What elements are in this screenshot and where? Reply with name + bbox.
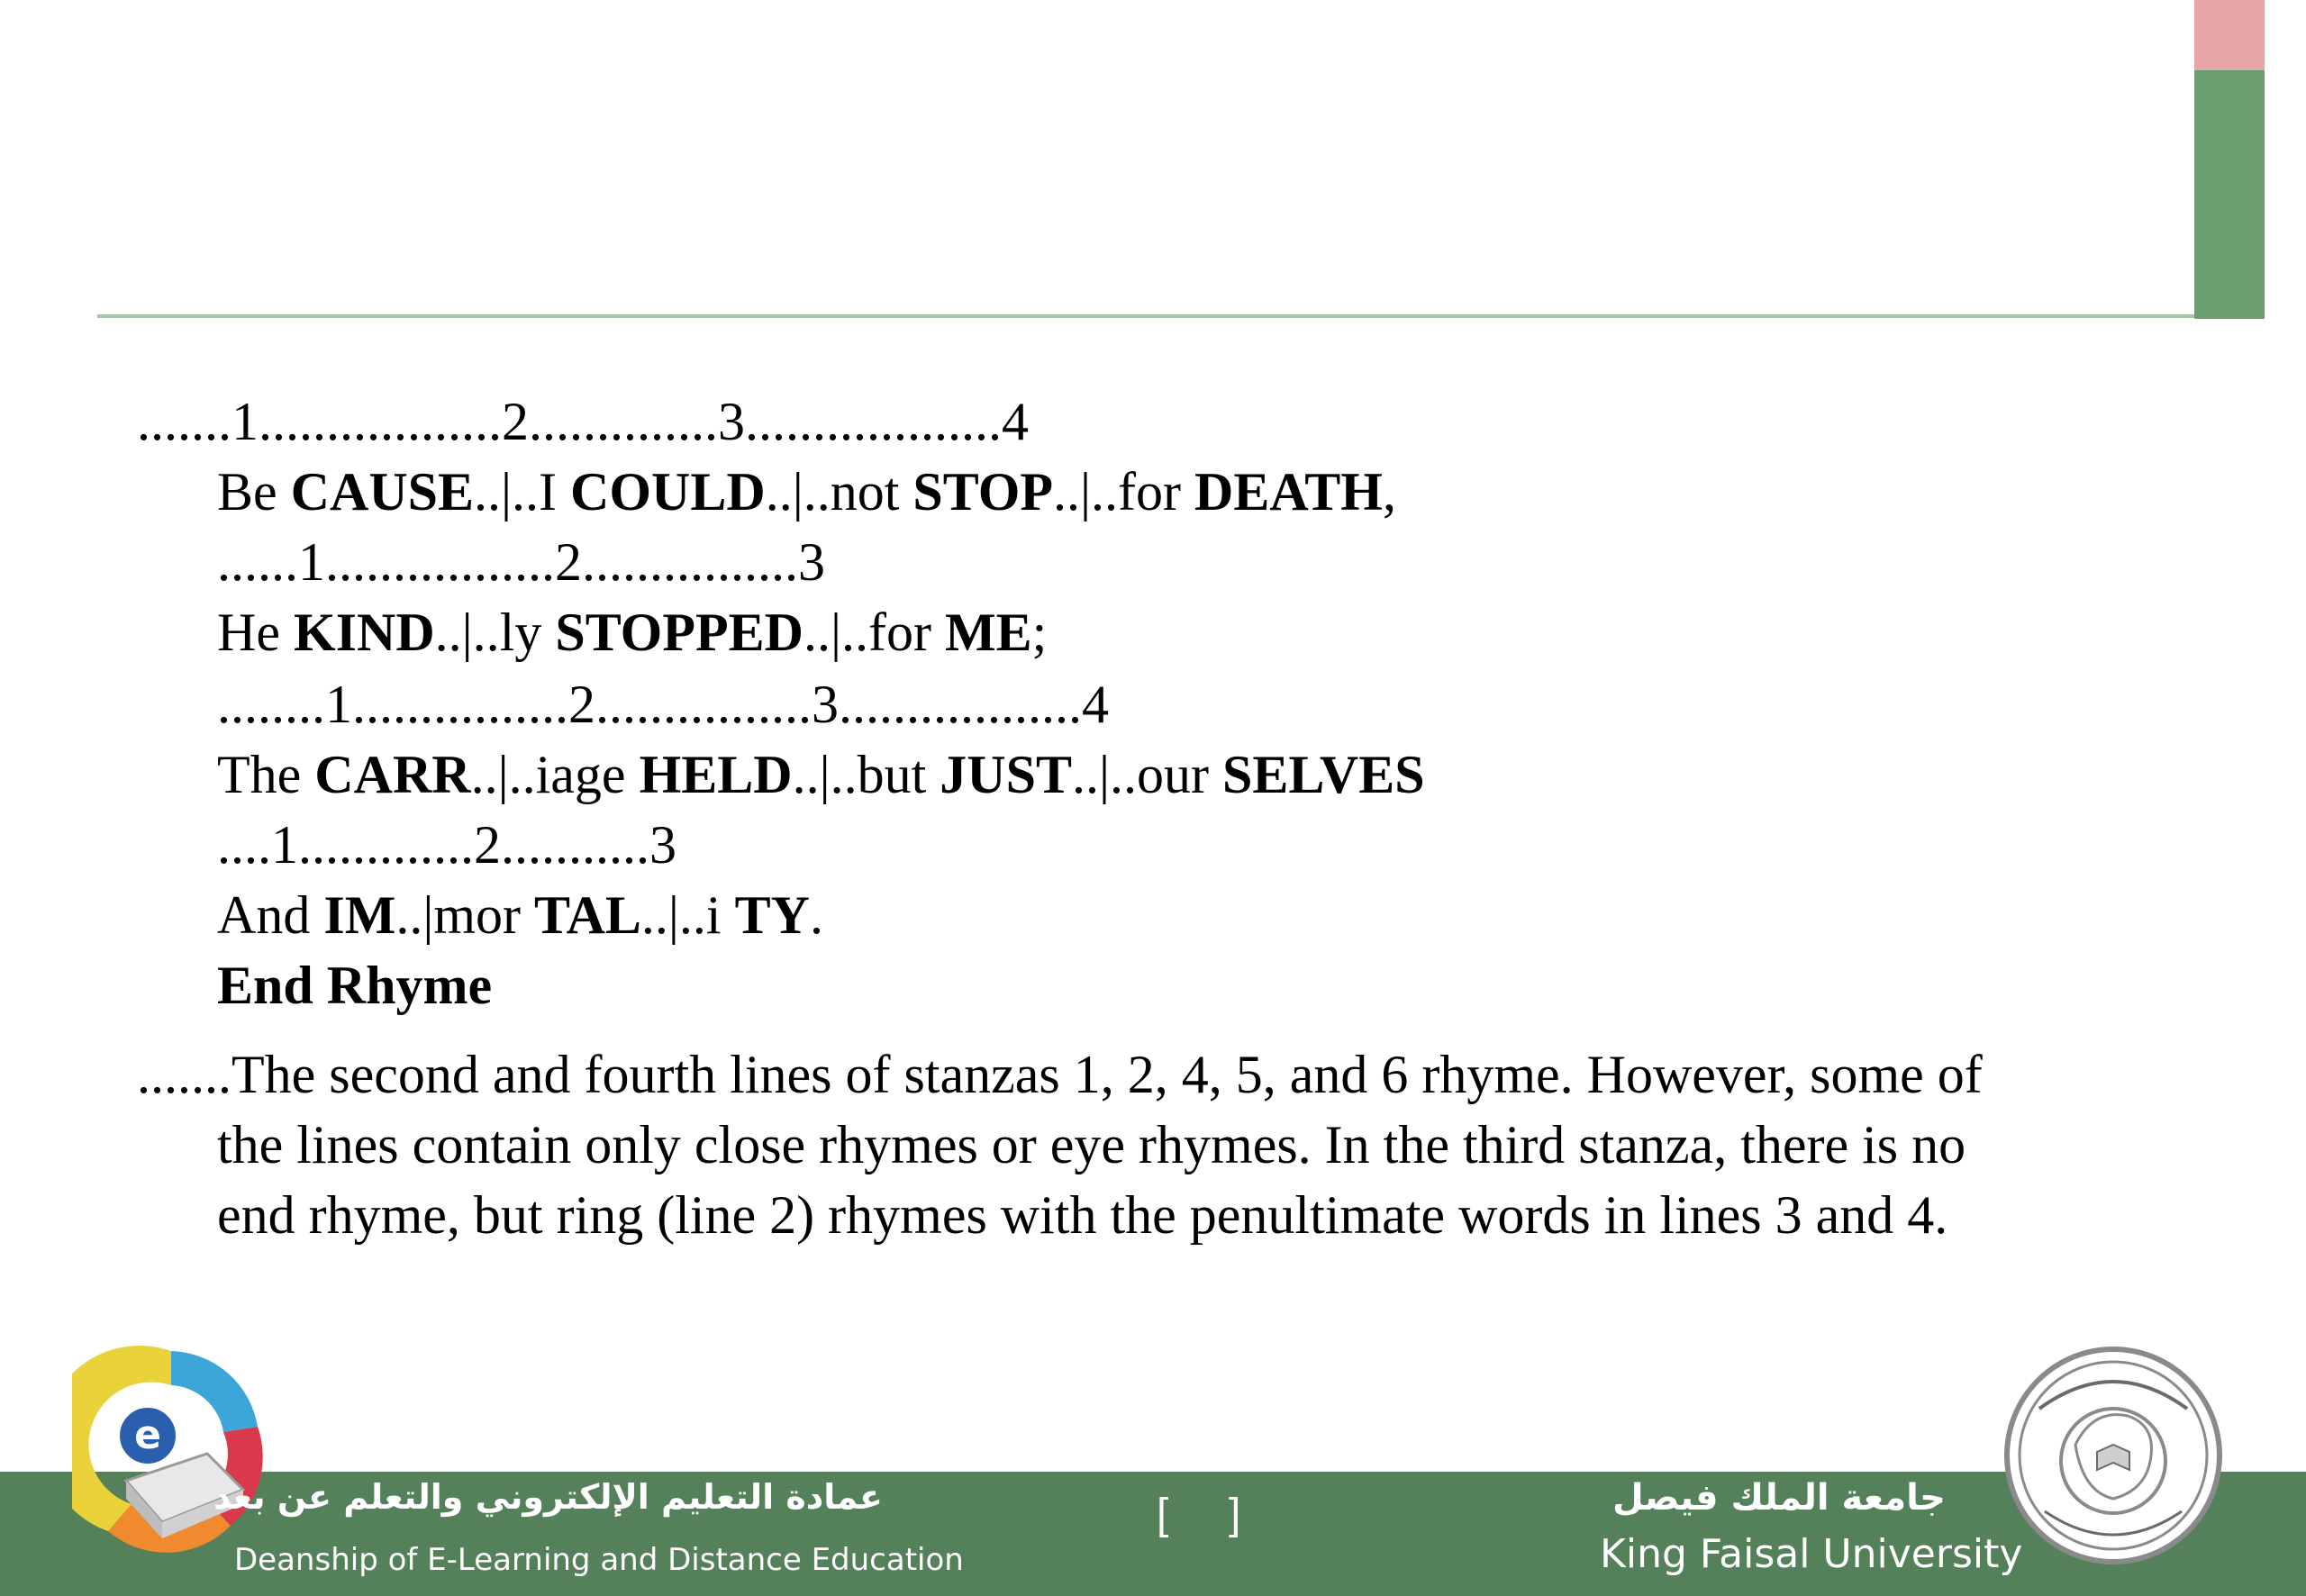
stressed-syllable: STOP bbox=[912, 462, 1054, 521]
line-text: , bbox=[1382, 462, 1396, 521]
accent-bar-pink bbox=[2194, 0, 2265, 70]
line-text: The bbox=[217, 745, 315, 804]
poem-line bbox=[217, 459, 1396, 524]
line-text: ..|..not bbox=[765, 462, 913, 521]
stressed-syllable: IM bbox=[323, 885, 396, 945]
line-text: ........1................2................3..................4 bbox=[217, 675, 1109, 734]
poem-line bbox=[217, 812, 676, 877]
stressed-syllable: TY bbox=[734, 885, 810, 945]
section-heading: End Rhyme bbox=[217, 956, 493, 1015]
stressed-syllable: COULD bbox=[570, 462, 766, 521]
paragraph-line: end rhyme, but ring (line 2) rhymes with the penultimate words in lines 3 and 4. bbox=[217, 1185, 1948, 1245]
stressed-syllable: DEATH bbox=[1194, 462, 1383, 521]
line-text: ..|..for bbox=[1053, 462, 1195, 521]
university-name-arabic: جامعة الملك فيصل bbox=[1611, 1477, 1946, 1519]
stressed-syllable: STOPPED bbox=[555, 603, 803, 662]
line-text: Be bbox=[217, 462, 291, 521]
line-text: ..|..ly bbox=[434, 603, 556, 662]
poem-line bbox=[137, 389, 1029, 454]
stressed-syllable: HELD bbox=[639, 745, 793, 804]
line-text: . bbox=[809, 885, 823, 945]
line-text: He bbox=[217, 603, 294, 662]
line-text: ..|..i bbox=[640, 885, 735, 945]
explanation-paragraph bbox=[137, 1039, 2209, 1250]
line-text: ..|..iage bbox=[470, 745, 640, 804]
line-text: ....1.............2...........3 bbox=[217, 815, 676, 875]
university-seal-icon bbox=[2003, 1346, 2223, 1565]
line-text: ..|mor bbox=[395, 885, 534, 945]
title-divider bbox=[97, 314, 2194, 318]
stressed-syllable: CAUSE bbox=[290, 462, 475, 521]
svg-text:e: e bbox=[134, 1412, 161, 1458]
paragraph-first-line: .......The second and fourth lines of stanzas 1, 2, 4, 5, and 6 rhyme. However, some of bbox=[137, 1045, 1983, 1104]
stressed-syllable: TAL bbox=[534, 885, 641, 945]
line-text: ..|..but bbox=[792, 745, 940, 804]
poem-line bbox=[217, 742, 1425, 807]
line-text: ..|..for bbox=[803, 603, 945, 662]
poem-line bbox=[217, 600, 1047, 665]
stressed-syllable: SELVES bbox=[1222, 745, 1425, 804]
line-text: ..|..our bbox=[1072, 745, 1223, 804]
line-text: ......1.................2................3 bbox=[217, 532, 825, 592]
elearning-logo-icon bbox=[72, 1346, 265, 1562]
paragraph-line: the lines contain only close rhymes or eye rhymes. In the third stanza, there is no bbox=[217, 1115, 1966, 1174]
deanship-name-arabic: عمادة التعليم الإلكتروني والتعلم عن بعد bbox=[213, 1477, 883, 1517]
line-text: .......1..................2..............3...................4 bbox=[137, 392, 1029, 451]
stressed-syllable: ME bbox=[944, 603, 1032, 662]
poem-line bbox=[217, 530, 825, 594]
accent-bar-green bbox=[2194, 70, 2265, 319]
line-text: ..|..I bbox=[474, 462, 571, 521]
university-name-english: King Faisal University bbox=[1600, 1531, 2023, 1577]
poem-line bbox=[217, 672, 1109, 737]
page-number-placeholder: [ ] bbox=[1157, 1491, 1241, 1538]
line-text: ; bbox=[1031, 603, 1048, 662]
poem-line bbox=[217, 883, 823, 948]
deanship-name-english: Deanship of E-Learning and Distance Education bbox=[234, 1542, 964, 1578]
line-text: And bbox=[217, 885, 324, 945]
stressed-syllable: KIND bbox=[293, 603, 435, 662]
stressed-syllable: JUST bbox=[940, 745, 1073, 804]
stressed-syllable: CARR bbox=[314, 745, 471, 804]
